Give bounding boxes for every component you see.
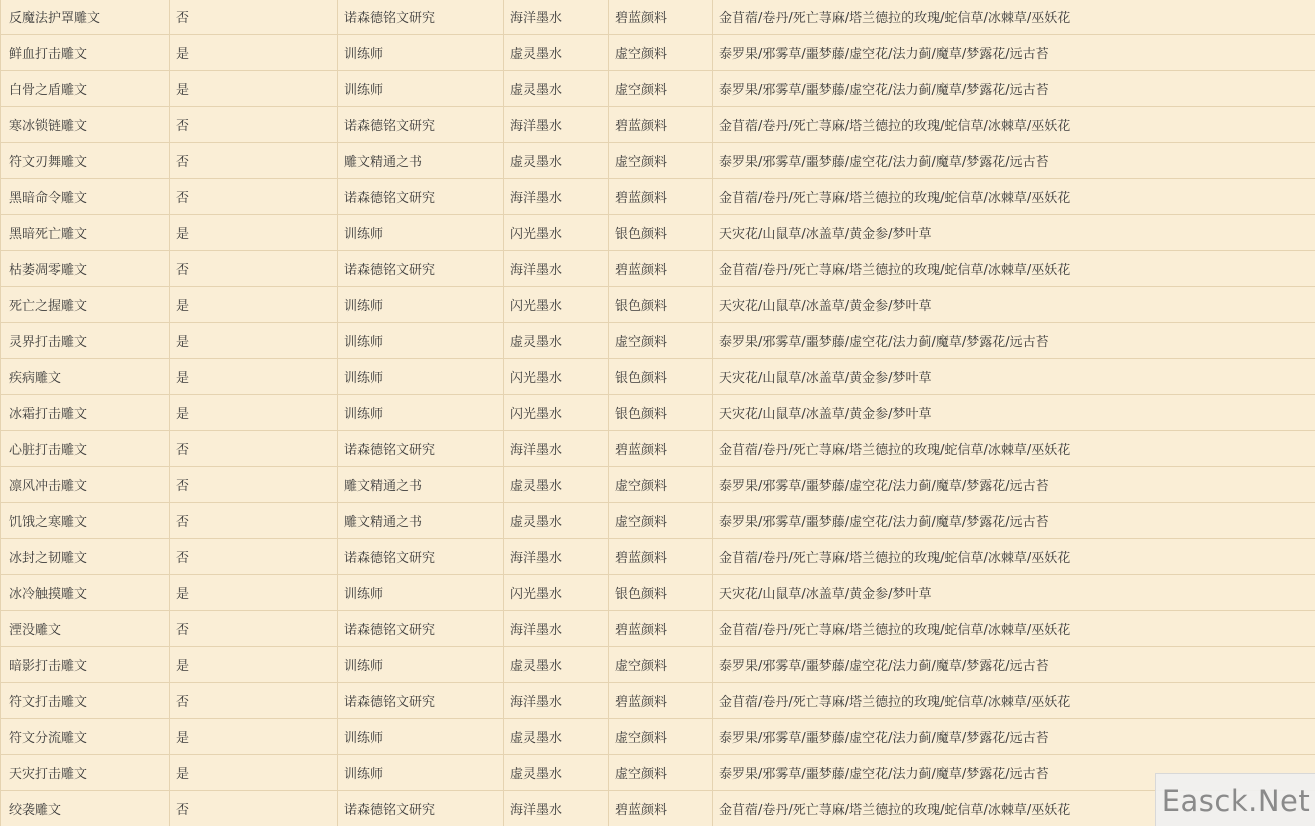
table-row [1, 35, 1315, 71]
glyph-name-cell: 冰冷触摸雕文 [1, 575, 170, 611]
available-cell: 否 [170, 251, 338, 287]
available-cell: 否 [170, 143, 338, 179]
source-cell: 训练师 [338, 323, 504, 359]
table-row [1, 683, 1315, 719]
pigment-cell: 银色颜料 [609, 575, 713, 611]
available-cell: 是 [170, 647, 338, 683]
source-cell: 训练师 [338, 647, 504, 683]
ink-cell: 闪光墨水 [504, 395, 609, 431]
pigment-cell: 银色颜料 [609, 359, 713, 395]
herbs-cell: 泰罗果/邪雾草/噩梦藤/虚空花/法力蓟/魔草/梦露花/远古苔 [713, 143, 1315, 179]
ink-cell: 虚灵墨水 [504, 323, 609, 359]
table-row [1, 287, 1315, 323]
glyph-name-cell: 符文打击雕文 [1, 683, 170, 719]
pigment-cell: 银色颜料 [609, 287, 713, 323]
table-row [1, 0, 1315, 35]
glyph-name-cell: 符文刃舞雕文 [1, 143, 170, 179]
pigment-cell: 虚空颜料 [609, 143, 713, 179]
herbs-cell: 金苜蓿/卷丹/死亡荨麻/塔兰德拉的玫瑰/蛇信草/冰棘草/巫妖花 [713, 683, 1315, 719]
pigment-cell: 碧蓝颜料 [609, 791, 713, 826]
available-cell: 是 [170, 755, 338, 791]
herbs-cell: 天灾花/山鼠草/冰盖草/黄金参/梦叶草 [713, 215, 1315, 251]
source-cell: 诺森德铭文研究 [338, 683, 504, 719]
pigment-cell: 虚空颜料 [609, 647, 713, 683]
herbs-cell: 金苜蓿/卷丹/死亡荨麻/塔兰德拉的玫瑰/蛇信草/冰棘草/巫妖花 [713, 107, 1315, 143]
table-row [1, 539, 1315, 575]
ink-cell: 海洋墨水 [504, 179, 609, 215]
glyph-name-cell: 鲜血打击雕文 [1, 35, 170, 71]
pigment-cell: 银色颜料 [609, 215, 713, 251]
source-cell: 训练师 [338, 287, 504, 323]
ink-cell: 虚灵墨水 [504, 71, 609, 107]
glyph-name-cell: 黑暗死亡雕文 [1, 215, 170, 251]
available-cell: 是 [170, 359, 338, 395]
available-cell: 否 [170, 107, 338, 143]
glyph-name-cell: 天灾打击雕文 [1, 755, 170, 791]
glyph-name-cell: 黑暗命令雕文 [1, 179, 170, 215]
available-cell: 否 [170, 0, 338, 35]
glyph-name-cell: 冰封之韧雕文 [1, 539, 170, 575]
ink-cell: 虚灵墨水 [504, 35, 609, 71]
ink-cell: 海洋墨水 [504, 431, 609, 467]
glyph-name-cell: 符文分流雕文 [1, 719, 170, 755]
ink-cell: 海洋墨水 [504, 107, 609, 143]
source-cell: 诺森德铭文研究 [338, 539, 504, 575]
herbs-cell: 天灾花/山鼠草/冰盖草/黄金参/梦叶草 [713, 359, 1315, 395]
pigment-cell: 碧蓝颜料 [609, 539, 713, 575]
source-cell: 诺森德铭文研究 [338, 611, 504, 647]
source-cell: 训练师 [338, 35, 504, 71]
herbs-cell: 金苜蓿/卷丹/死亡荨麻/塔兰德拉的玫瑰/蛇信草/冰棘草/巫妖花 [713, 431, 1315, 467]
herbs-cell: 金苜蓿/卷丹/死亡荨麻/塔兰德拉的玫瑰/蛇信草/冰棘草/巫妖花 [713, 0, 1315, 35]
table-row [1, 647, 1315, 683]
ink-cell: 海洋墨水 [504, 683, 609, 719]
ink-cell: 海洋墨水 [504, 791, 609, 826]
pigment-cell: 虚空颜料 [609, 503, 713, 539]
herbs-cell: 泰罗果/邪雾草/噩梦藤/虚空花/法力蓟/魔草/梦露花/远古苔 [713, 323, 1315, 359]
ink-cell: 海洋墨水 [504, 611, 609, 647]
pigment-cell: 碧蓝颜料 [609, 179, 713, 215]
available-cell: 是 [170, 575, 338, 611]
herbs-cell: 天灾花/山鼠草/冰盖草/黄金参/梦叶草 [713, 287, 1315, 323]
glyph-name-cell: 湮没雕文 [1, 611, 170, 647]
herbs-cell: 泰罗果/邪雾草/噩梦藤/虚空花/法力蓟/魔草/梦露花/远古苔 [713, 503, 1315, 539]
ink-cell: 海洋墨水 [504, 0, 609, 35]
source-cell: 诺森德铭文研究 [338, 251, 504, 287]
ink-cell: 海洋墨水 [504, 539, 609, 575]
pigment-cell: 虚空颜料 [609, 755, 713, 791]
herbs-cell: 泰罗果/邪雾草/噩梦藤/虚空花/法力蓟/魔草/梦露花/远古苔 [713, 755, 1315, 791]
glyph-name-cell: 冰霜打击雕文 [1, 395, 170, 431]
glyph-name-cell: 反魔法护罩雕文 [1, 0, 170, 35]
available-cell: 是 [170, 323, 338, 359]
ink-cell: 虚灵墨水 [504, 143, 609, 179]
ink-cell: 虚灵墨水 [504, 647, 609, 683]
pigment-cell: 虚空颜料 [609, 35, 713, 71]
source-cell: 雕文精通之书 [338, 503, 504, 539]
herbs-cell: 天灾花/山鼠草/冰盖草/黄金参/梦叶草 [713, 395, 1315, 431]
herbs-cell: 金苜蓿/卷丹/死亡荨麻/塔兰德拉的玫瑰/蛇信草/冰棘草/巫妖花 [713, 179, 1315, 215]
source-cell: 训练师 [338, 395, 504, 431]
glyph-name-cell: 死亡之握雕文 [1, 287, 170, 323]
ink-cell: 闪光墨水 [504, 575, 609, 611]
watermark-logo: Easck.Net [1155, 773, 1315, 826]
source-cell: 雕文精通之书 [338, 143, 504, 179]
herbs-cell: 泰罗果/邪雾草/噩梦藤/虚空花/法力蓟/魔草/梦露花/远古苔 [713, 467, 1315, 503]
source-cell: 训练师 [338, 359, 504, 395]
pigment-cell: 碧蓝颜料 [609, 611, 713, 647]
table-row [1, 503, 1315, 539]
herbs-cell: 泰罗果/邪雾草/噩梦藤/虚空花/法力蓟/魔草/梦露花/远古苔 [713, 719, 1315, 755]
table-row [1, 359, 1315, 395]
pigment-cell: 虚空颜料 [609, 467, 713, 503]
available-cell: 是 [170, 35, 338, 71]
available-cell: 否 [170, 683, 338, 719]
herbs-cell: 泰罗果/邪雾草/噩梦藤/虚空花/法力蓟/魔草/梦露花/远古苔 [713, 71, 1315, 107]
glyph-name-cell: 暗影打击雕文 [1, 647, 170, 683]
table-body [1, 0, 1315, 826]
table-row [1, 179, 1315, 215]
available-cell: 否 [170, 503, 338, 539]
table-row [1, 143, 1315, 179]
glyph-name-cell: 饥饿之寒雕文 [1, 503, 170, 539]
table-row [1, 791, 1315, 826]
source-cell: 诺森德铭文研究 [338, 179, 504, 215]
available-cell: 否 [170, 611, 338, 647]
glyph-name-cell: 白骨之盾雕文 [1, 71, 170, 107]
available-cell: 否 [170, 791, 338, 826]
glyph-name-cell: 寒冰锁链雕文 [1, 107, 170, 143]
herbs-cell: 金苜蓿/卷丹/死亡荨麻/塔兰德拉的玫瑰/蛇信草/冰棘草/巫妖花 [713, 611, 1315, 647]
pigment-cell: 碧蓝颜料 [609, 0, 713, 35]
table-row [1, 395, 1315, 431]
source-cell: 诺森德铭文研究 [338, 0, 504, 35]
pigment-cell: 虚空颜料 [609, 71, 713, 107]
ink-cell: 虚灵墨水 [504, 719, 609, 755]
herbs-cell: 金苜蓿/卷丹/死亡荨麻/塔兰德拉的玫瑰/蛇信草/冰棘草/巫妖花 [713, 251, 1315, 287]
glyph-name-cell: 疾病雕文 [1, 359, 170, 395]
pigment-cell: 银色颜料 [609, 395, 713, 431]
herbs-cell: 泰罗果/邪雾草/噩梦藤/虚空花/法力蓟/魔草/梦露花/远古苔 [713, 35, 1315, 71]
available-cell: 是 [170, 719, 338, 755]
available-cell: 是 [170, 395, 338, 431]
herbs-cell: 金苜蓿/卷丹/死亡荨麻/塔兰德拉的玫瑰/蛇信草/冰棘草/巫妖花 [713, 791, 1315, 826]
available-cell: 否 [170, 431, 338, 467]
source-cell: 训练师 [338, 71, 504, 107]
ink-cell: 虚灵墨水 [504, 467, 609, 503]
source-cell: 雕文精通之书 [338, 467, 504, 503]
ink-cell: 虚灵墨水 [504, 755, 609, 791]
table-row [1, 431, 1315, 467]
available-cell: 否 [170, 179, 338, 215]
ink-cell: 海洋墨水 [504, 251, 609, 287]
available-cell: 否 [170, 539, 338, 575]
table-row [1, 575, 1315, 611]
table-row [1, 467, 1315, 503]
pigment-cell: 碧蓝颜料 [609, 683, 713, 719]
available-cell: 是 [170, 215, 338, 251]
table-row [1, 215, 1315, 251]
pigment-cell: 虚空颜料 [609, 719, 713, 755]
source-cell: 训练师 [338, 215, 504, 251]
ink-cell: 虚灵墨水 [504, 503, 609, 539]
source-cell: 诺森德铭文研究 [338, 791, 504, 826]
table-row [1, 755, 1315, 791]
glyph-name-cell: 心脏打击雕文 [1, 431, 170, 467]
herbs-cell: 金苜蓿/卷丹/死亡荨麻/塔兰德拉的玫瑰/蛇信草/冰棘草/巫妖花 [713, 539, 1315, 575]
glyph-name-cell: 灵界打击雕文 [1, 323, 170, 359]
herbs-cell: 天灾花/山鼠草/冰盖草/黄金参/梦叶草 [713, 575, 1315, 611]
glyph-name-cell: 枯萎凋零雕文 [1, 251, 170, 287]
available-cell: 是 [170, 287, 338, 323]
pigment-cell: 碧蓝颜料 [609, 431, 713, 467]
table-row [1, 611, 1315, 647]
ink-cell: 闪光墨水 [504, 287, 609, 323]
source-cell: 训练师 [338, 755, 504, 791]
table-row [1, 323, 1315, 359]
table-row [1, 107, 1315, 143]
available-cell: 否 [170, 467, 338, 503]
source-cell: 训练师 [338, 719, 504, 755]
pigment-cell: 碧蓝颜料 [609, 107, 713, 143]
source-cell: 诺森德铭文研究 [338, 431, 504, 467]
pigment-cell: 虚空颜料 [609, 323, 713, 359]
ink-cell: 闪光墨水 [504, 359, 609, 395]
source-cell: 训练师 [338, 575, 504, 611]
ink-cell: 闪光墨水 [504, 215, 609, 251]
table-row [1, 719, 1315, 755]
glyph-name-cell: 绞袭雕文 [1, 791, 170, 826]
herbs-cell: 泰罗果/邪雾草/噩梦藤/虚空花/法力蓟/魔草/梦露花/远古苔 [713, 647, 1315, 683]
available-cell: 是 [170, 71, 338, 107]
source-cell: 诺森德铭文研究 [338, 107, 504, 143]
glyph-name-cell: 凛风冲击雕文 [1, 467, 170, 503]
table-row [1, 251, 1315, 287]
table-row [1, 71, 1315, 107]
pigment-cell: 碧蓝颜料 [609, 251, 713, 287]
